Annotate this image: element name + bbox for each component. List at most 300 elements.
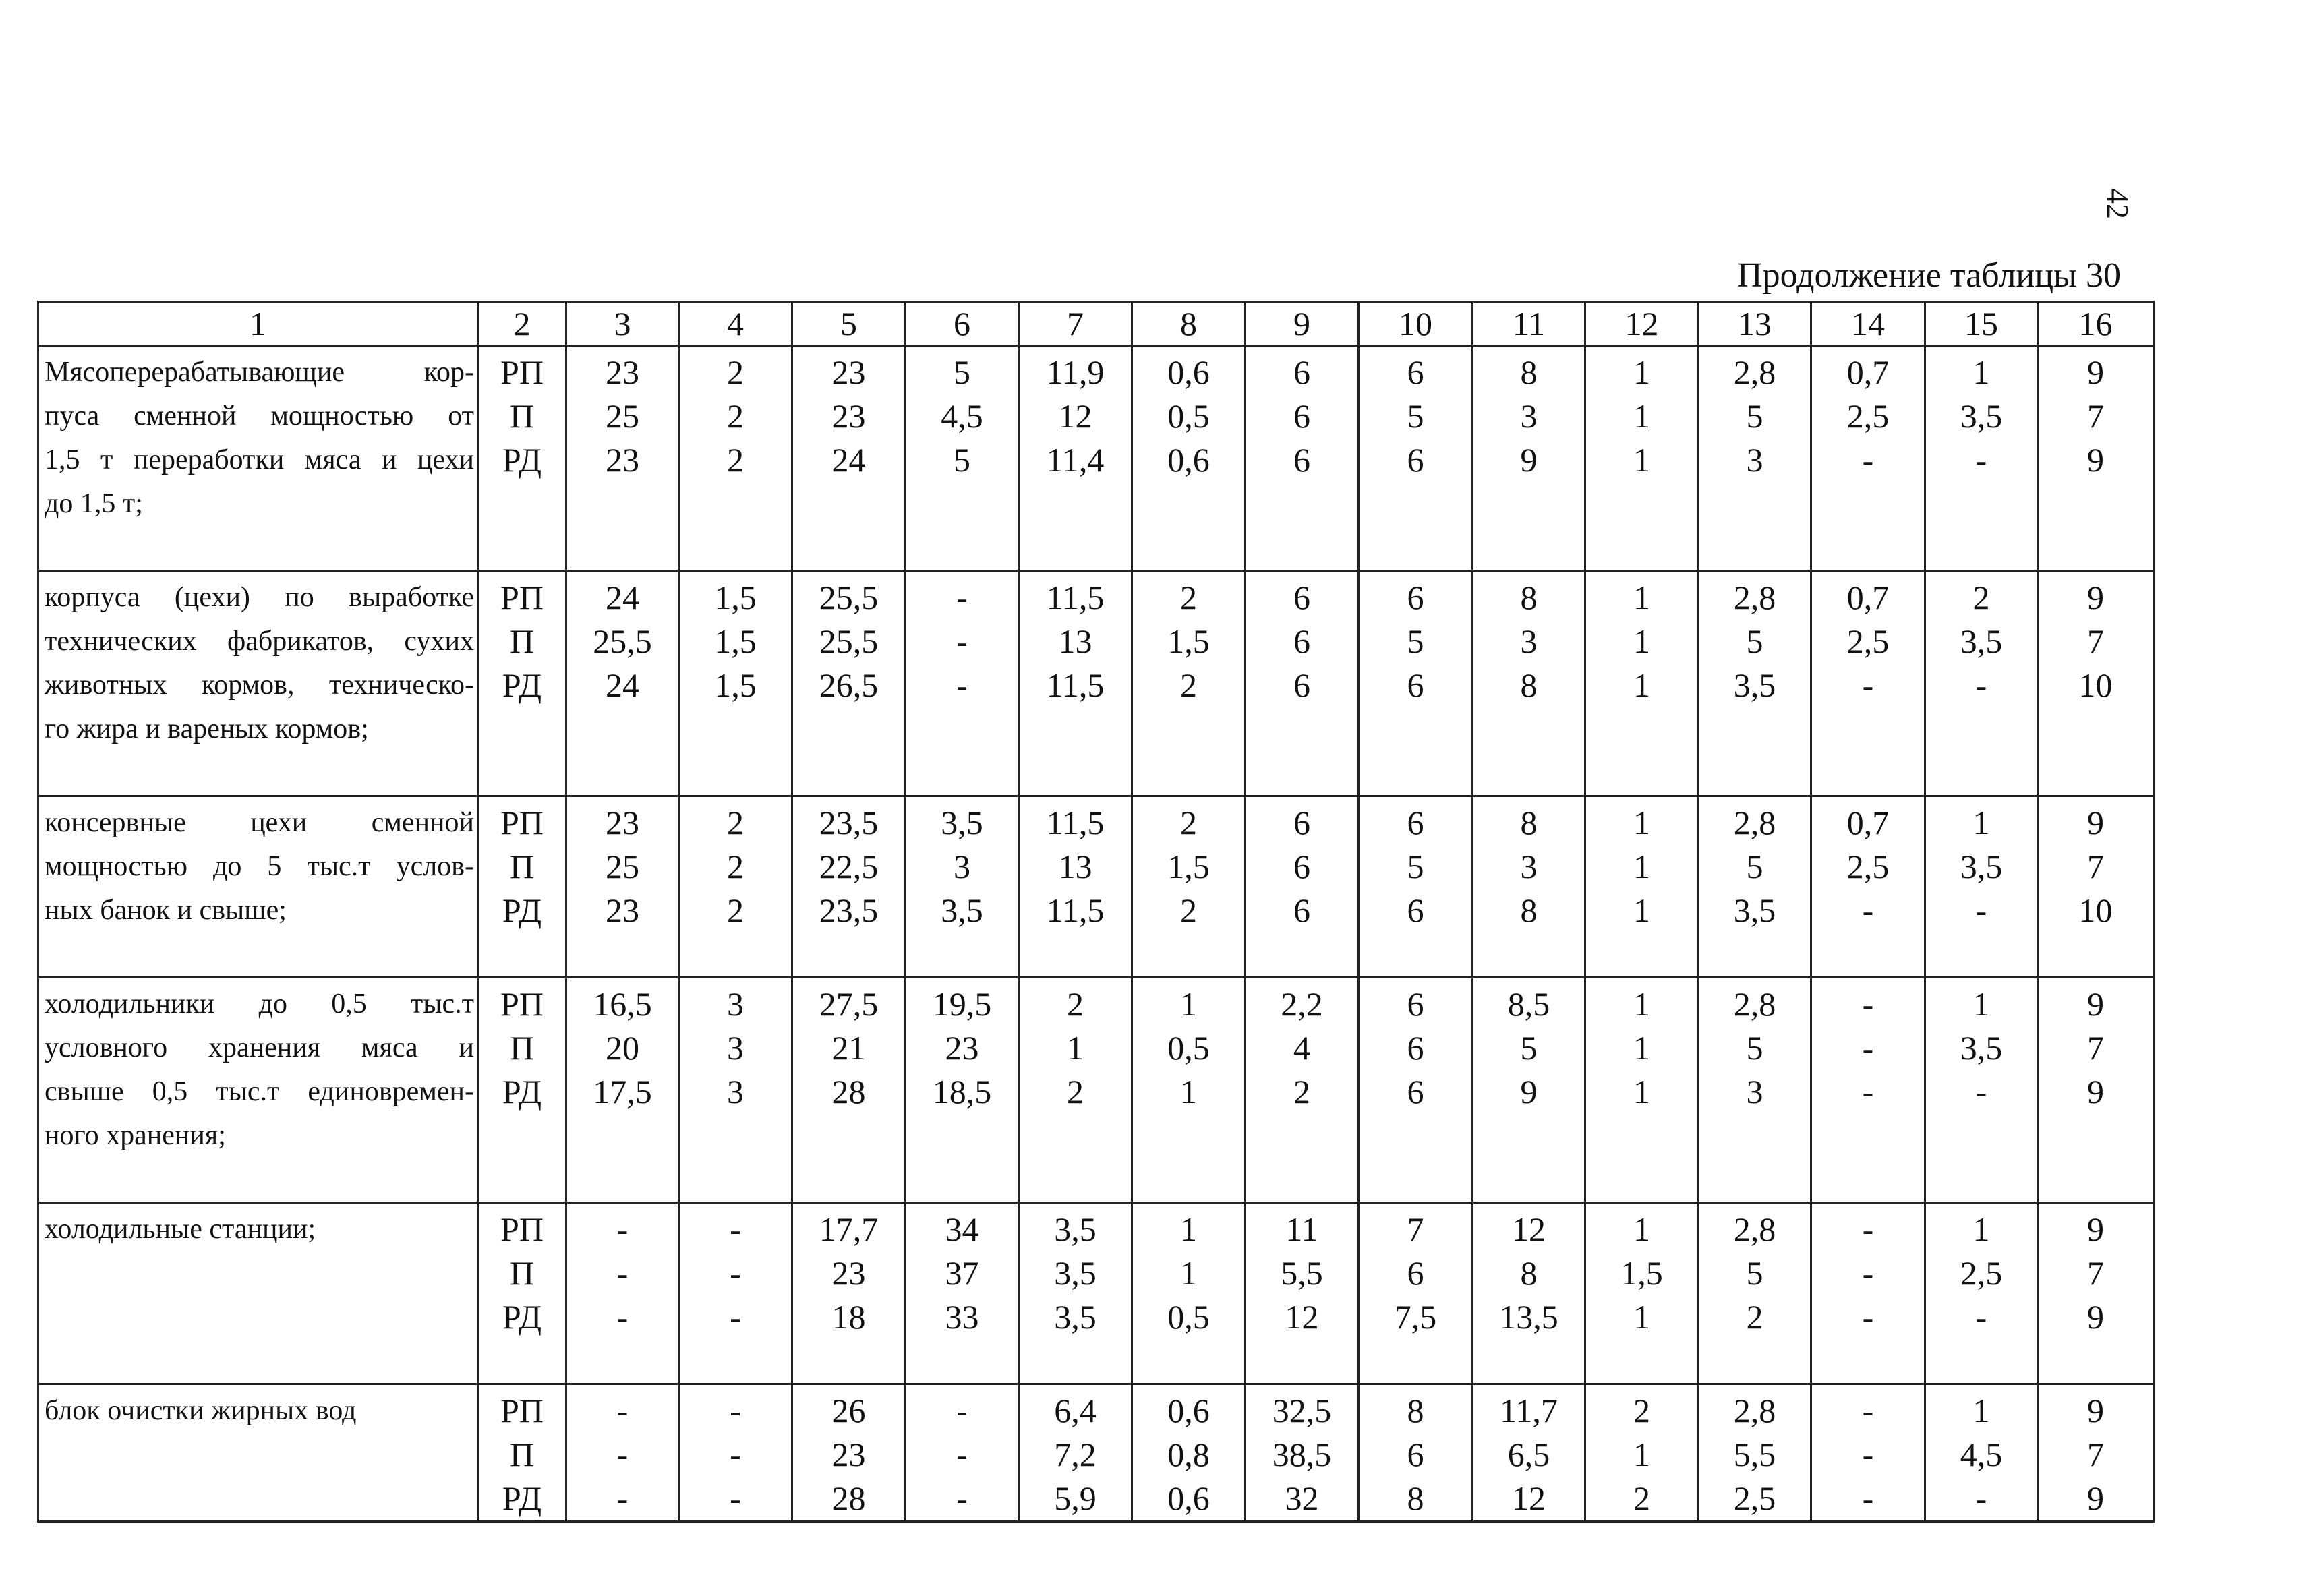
value-cell xyxy=(792,796,906,978)
cell-value: 6 xyxy=(1407,1029,1424,1067)
cell-value: 23 xyxy=(831,397,866,435)
value-cell xyxy=(2038,346,2154,571)
cell-value: - xyxy=(1862,1392,1874,1429)
description-line: пуса сменной мощностью от xyxy=(45,401,474,432)
cell-value: 6,5 xyxy=(1507,1436,1550,1473)
cell-value: 3,5 xyxy=(941,804,983,841)
value-cell xyxy=(1699,571,1811,796)
cell-value: 11,5 xyxy=(1046,666,1105,704)
cell-value: 25,5 xyxy=(819,579,879,616)
cell-value: 13 xyxy=(1058,622,1092,660)
cell-value: 23,5 xyxy=(819,891,879,929)
column-header-11: 11 xyxy=(1473,302,1585,346)
cell-value: 7,5 xyxy=(1394,1298,1437,1336)
cell-value: 1 xyxy=(1633,397,1650,435)
cell-value: 3 xyxy=(954,848,970,885)
cell-value: 4,5 xyxy=(1960,1436,2003,1473)
cell-value: 5 xyxy=(1746,1029,1763,1067)
cell-value: 2,2 xyxy=(1281,985,1323,1023)
value-cell xyxy=(1585,1203,1699,1384)
cell-value: 12 xyxy=(1285,1298,1319,1336)
cell-value: 16,5 xyxy=(593,985,652,1023)
cell-value: 5 xyxy=(1520,1029,1538,1067)
cell-value: 7 xyxy=(2087,1029,2104,1067)
cell-value: 8 xyxy=(1520,891,1538,929)
value-cell xyxy=(1473,346,1585,571)
mode-label: П xyxy=(509,848,535,885)
cell-value: 26 xyxy=(831,1392,866,1429)
table-row xyxy=(38,1384,2154,1522)
cell-value: 21 xyxy=(831,1029,866,1067)
cell-value: 13,5 xyxy=(1499,1298,1558,1336)
cell-value: 0,5 xyxy=(1167,397,1210,435)
cell-value: - xyxy=(1862,1436,1874,1473)
cell-value: 1 xyxy=(1633,666,1650,704)
cell-value: 2 xyxy=(1746,1298,1763,1336)
cell-value: - xyxy=(1862,666,1874,704)
value-cell xyxy=(792,571,906,796)
description-line: холодильники до 0,5 тыс.т xyxy=(45,988,474,1019)
page-number: 42 xyxy=(2101,188,2135,219)
cell-value: 1 xyxy=(1972,985,1990,1023)
value-cell xyxy=(2038,1203,2154,1384)
value-cell xyxy=(1699,1384,1811,1522)
table-row xyxy=(38,978,2154,1203)
cell-value: 2 xyxy=(1067,1073,1084,1111)
cell-value: 6 xyxy=(1407,666,1424,704)
cell-value: 2 xyxy=(727,891,744,929)
mode-label: РД xyxy=(502,1298,542,1336)
cell-value: 3 xyxy=(1520,848,1538,885)
cell-value: 7 xyxy=(2087,1436,2104,1473)
value-cell xyxy=(1359,1203,1473,1384)
cell-value: 27,5 xyxy=(819,985,879,1023)
cell-value: 23 xyxy=(945,1029,979,1067)
cell-value: 8 xyxy=(1520,353,1538,391)
value-cell xyxy=(1246,571,1359,796)
cell-value: 7 xyxy=(2087,1254,2104,1292)
cell-value: 5 xyxy=(1407,848,1424,885)
row-description xyxy=(38,978,478,1203)
cell-value: 1 xyxy=(1633,848,1650,885)
cell-value: 6 xyxy=(1293,579,1310,616)
cell-value: 32,5 xyxy=(1272,1392,1332,1429)
value-cell xyxy=(1132,1384,1246,1522)
cell-value: 34 xyxy=(945,1210,979,1248)
mode-cell xyxy=(478,1203,566,1384)
value-cell xyxy=(1359,796,1473,978)
column-header-3: 3 xyxy=(566,302,679,346)
cell-value: - xyxy=(730,1436,741,1473)
value-cell xyxy=(906,1203,1019,1384)
cell-value: - xyxy=(956,1392,968,1429)
column-header-12: 12 xyxy=(1585,302,1699,346)
cell-value: 6 xyxy=(1407,804,1424,841)
cell-value: 1,5 xyxy=(1167,622,1210,660)
cell-value: 6 xyxy=(1407,985,1424,1023)
mode-label: П xyxy=(509,1254,535,1292)
cell-value: 3,5 xyxy=(1960,1029,2003,1067)
cell-value: 7 xyxy=(2087,848,2104,885)
cell-value: 5 xyxy=(1746,397,1763,435)
cell-value: 0,7 xyxy=(1846,579,1890,616)
cell-value: 8 xyxy=(1520,1254,1538,1292)
cell-value: 9 xyxy=(2087,1210,2104,1248)
value-cell xyxy=(2038,571,2154,796)
cell-value: 1,5 xyxy=(714,666,757,704)
table-caption: Продолжение таблицы 30 xyxy=(1737,256,2121,295)
cell-value: 6,4 xyxy=(1054,1392,1097,1429)
cell-value: - xyxy=(1862,1254,1874,1292)
cell-value: - xyxy=(616,1254,629,1292)
cell-value: - xyxy=(730,1392,741,1429)
cell-value: 0,6 xyxy=(1167,441,1210,479)
mode-label: РП xyxy=(500,1392,544,1429)
description-line: го жира и вареных кормов; xyxy=(45,713,369,744)
cell-value: 2 xyxy=(1180,804,1197,841)
value-cell xyxy=(1811,346,1925,571)
cell-value: - xyxy=(616,1436,629,1473)
cell-value: 3 xyxy=(1746,1073,1763,1111)
cell-value: 6 xyxy=(1407,891,1424,929)
mode-label: РП xyxy=(500,1210,544,1248)
cell-value: 1 xyxy=(1067,1029,1084,1067)
cell-value: 1 xyxy=(1633,1298,1650,1336)
cell-value: 8 xyxy=(1520,666,1538,704)
cell-value: 2 xyxy=(727,848,744,885)
value-cell xyxy=(1585,796,1699,978)
cell-value: - xyxy=(1862,1298,1874,1336)
value-cell xyxy=(1246,346,1359,571)
mode-label: РД xyxy=(502,666,542,704)
value-cell xyxy=(1359,978,1473,1203)
cell-value: 23 xyxy=(606,353,639,391)
value-cell xyxy=(679,796,792,978)
value-cell xyxy=(679,978,792,1203)
cell-value: 1,5 xyxy=(714,622,757,660)
row-description xyxy=(38,1384,478,1522)
mode-label: РД xyxy=(502,1479,542,1517)
description-line: корпуса (цехи) по выработке xyxy=(45,582,474,613)
cell-value: 4 xyxy=(1293,1029,1310,1067)
cell-value: 1 xyxy=(1972,804,1990,841)
cell-value: 3 xyxy=(1520,397,1538,435)
cell-value: 2 xyxy=(727,441,744,479)
value-cell xyxy=(1925,796,2038,978)
cell-value: 9 xyxy=(2087,985,2104,1023)
cell-value: 3 xyxy=(727,1029,744,1067)
cell-value: 0,7 xyxy=(1846,804,1890,841)
cell-value: 18 xyxy=(831,1298,866,1336)
table-body xyxy=(38,346,2154,1522)
cell-value: - xyxy=(730,1254,741,1292)
cell-value: 9 xyxy=(2087,1073,2104,1111)
value-cell xyxy=(1811,978,1925,1203)
value-cell xyxy=(679,1203,792,1384)
cell-value: 23 xyxy=(606,804,639,841)
cell-value: 1 xyxy=(1633,353,1650,391)
column-header-14: 14 xyxy=(1811,302,1925,346)
value-cell xyxy=(906,346,1019,571)
value-cell xyxy=(679,1384,792,1522)
column-header-7: 7 xyxy=(1019,302,1132,346)
cell-value: 24 xyxy=(606,666,639,704)
cell-value: 6 xyxy=(1407,441,1424,479)
cell-value: 11,4 xyxy=(1046,441,1105,479)
cell-value: 6 xyxy=(1293,622,1310,660)
cell-value: - xyxy=(1862,441,1874,479)
cell-value: - xyxy=(1975,891,1987,929)
value-cell xyxy=(566,796,679,978)
cell-value: 2,8 xyxy=(1733,1392,1776,1429)
cell-value: 9 xyxy=(2087,579,2104,616)
cell-value: 2 xyxy=(1972,579,1990,616)
cell-value: 12 xyxy=(1512,1210,1546,1248)
mode-label: П xyxy=(509,1029,535,1067)
cell-value: 2 xyxy=(1180,891,1197,929)
cell-value: - xyxy=(1862,1029,1874,1067)
cell-value: 7 xyxy=(2087,622,2104,660)
cell-value: 1 xyxy=(1633,804,1650,841)
value-cell xyxy=(906,571,1019,796)
value-cell xyxy=(1925,978,2038,1203)
value-cell xyxy=(2038,1384,2154,1522)
cell-value: 2,5 xyxy=(1846,622,1890,660)
cell-value: 7 xyxy=(2087,397,2104,435)
cell-value: 23 xyxy=(831,1436,866,1473)
cell-value: 8 xyxy=(1520,579,1538,616)
mode-label: П xyxy=(509,397,535,435)
cell-value: 5 xyxy=(1746,1254,1763,1292)
cell-value: 3,5 xyxy=(1054,1254,1097,1292)
cell-value: 4,5 xyxy=(941,397,983,435)
value-cell xyxy=(679,571,792,796)
cell-value: 10 xyxy=(2078,666,2113,704)
cell-value: 38,5 xyxy=(1272,1436,1332,1473)
value-cell xyxy=(1585,1384,1699,1522)
column-header-15: 15 xyxy=(1925,302,2038,346)
cell-value: 5 xyxy=(1746,848,1763,885)
column-header-8: 8 xyxy=(1132,302,1246,346)
value-cell xyxy=(1019,346,1132,571)
cell-value: 0,6 xyxy=(1167,353,1210,391)
cell-value: - xyxy=(956,1436,968,1473)
mode-cell xyxy=(478,571,566,796)
value-cell xyxy=(1699,1203,1811,1384)
mode-label: П xyxy=(509,622,535,660)
cell-value: 2,5 xyxy=(1733,1479,1776,1517)
table-row xyxy=(38,796,2154,978)
cell-value: 5 xyxy=(1746,622,1763,660)
value-cell xyxy=(1925,346,2038,571)
cell-value: 1 xyxy=(1180,985,1197,1023)
cell-value: 8,5 xyxy=(1507,985,1550,1023)
cell-value: 3 xyxy=(1520,622,1538,660)
cell-value: 7 xyxy=(1407,1210,1424,1248)
value-cell xyxy=(1699,796,1811,978)
cell-value: 23 xyxy=(606,891,639,929)
value-cell xyxy=(566,1203,679,1384)
cell-value: 2,8 xyxy=(1733,353,1776,391)
value-cell xyxy=(906,1384,1019,1522)
cell-value: 1 xyxy=(1633,891,1650,929)
cell-value: 1,5 xyxy=(1167,848,1210,885)
value-cell xyxy=(1925,1384,2038,1522)
cell-value: 0,6 xyxy=(1167,1392,1210,1429)
value-cell xyxy=(566,978,679,1203)
cell-value: 1 xyxy=(1180,1254,1197,1292)
cell-value: 5 xyxy=(1407,622,1424,660)
cell-value: 1 xyxy=(1972,1392,1990,1429)
cell-value: 3,5 xyxy=(1733,891,1776,929)
cell-value: 1 xyxy=(1633,1210,1650,1248)
value-cell xyxy=(1473,571,1585,796)
cell-value: 12 xyxy=(1512,1479,1546,1517)
value-cell xyxy=(1246,1384,1359,1522)
value-cell xyxy=(1359,571,1473,796)
value-cell xyxy=(1585,571,1699,796)
cell-value: 3 xyxy=(727,1073,744,1111)
cell-value: - xyxy=(616,1479,629,1517)
cell-value: 11,5 xyxy=(1046,804,1105,841)
value-cell xyxy=(1585,978,1699,1203)
cell-value: - xyxy=(1862,1479,1874,1517)
row-description xyxy=(38,346,478,571)
cell-value: - xyxy=(956,622,968,660)
value-cell xyxy=(1359,346,1473,571)
mode-label: РП xyxy=(500,985,544,1023)
cell-value: 9 xyxy=(2087,804,2104,841)
value-cell xyxy=(792,1384,906,1522)
data-table xyxy=(37,301,2155,1523)
cell-value: 18,5 xyxy=(932,1073,992,1111)
cell-value: 25 xyxy=(606,848,639,885)
cell-value: 2 xyxy=(1180,666,1197,704)
value-cell xyxy=(1246,1203,1359,1384)
cell-value: 25 xyxy=(606,397,639,435)
cell-value: 3,5 xyxy=(1960,848,2003,885)
value-cell xyxy=(679,346,792,571)
cell-value: 2 xyxy=(727,353,744,391)
cell-value: 24 xyxy=(606,579,639,616)
value-cell xyxy=(1811,1384,1925,1522)
description-line: до 1,5 т; xyxy=(45,488,143,519)
cell-value: 7,2 xyxy=(1054,1436,1097,1473)
mode-label: РП xyxy=(500,353,544,391)
cell-value: - xyxy=(1862,1073,1874,1111)
cell-value: 33 xyxy=(945,1298,979,1336)
value-cell xyxy=(2038,796,2154,978)
cell-value: - xyxy=(1862,985,1874,1023)
cell-value: 23,5 xyxy=(819,804,879,841)
cell-value: 3,5 xyxy=(1960,622,2003,660)
cell-value: 2,5 xyxy=(1846,397,1890,435)
cell-value: 2,8 xyxy=(1733,804,1776,841)
cell-value: 5,9 xyxy=(1054,1479,1097,1517)
cell-value: 6 xyxy=(1293,848,1310,885)
cell-value: 11,5 xyxy=(1046,579,1105,616)
cell-value: 9 xyxy=(2087,1392,2104,1429)
value-cell xyxy=(1132,978,1246,1203)
value-cell xyxy=(1019,978,1132,1203)
cell-value: 1 xyxy=(1633,1073,1650,1111)
cell-value: 0,5 xyxy=(1167,1029,1210,1067)
cell-value: 5,5 xyxy=(1281,1254,1323,1292)
mode-label: П xyxy=(509,1436,535,1473)
cell-value: 3,5 xyxy=(1960,397,2003,435)
cell-value: - xyxy=(956,579,968,616)
cell-value: 28 xyxy=(831,1073,866,1111)
cell-value: - xyxy=(730,1298,741,1336)
cell-value: 6 xyxy=(1407,353,1424,391)
cell-value: 2 xyxy=(1633,1479,1650,1517)
cell-value: 1,5 xyxy=(714,579,757,616)
cell-value: 2,5 xyxy=(1960,1254,2003,1292)
mode-label: РД xyxy=(502,891,542,929)
description-line: холодильные станции; xyxy=(45,1214,316,1245)
cell-value: - xyxy=(1862,1210,1874,1248)
value-cell xyxy=(792,346,906,571)
description-line: животных кормов, техническо- xyxy=(45,670,474,701)
cell-value: 11,7 xyxy=(1500,1392,1558,1429)
cell-value: - xyxy=(1975,441,1987,479)
cell-value: 1,5 xyxy=(1620,1254,1663,1292)
cell-value: 3,5 xyxy=(941,891,983,929)
cell-value: 23 xyxy=(831,353,866,391)
cell-value: 1 xyxy=(1180,1210,1197,1248)
cell-value: 5 xyxy=(954,441,970,479)
value-cell xyxy=(1019,1203,1132,1384)
cell-value: 20 xyxy=(606,1029,639,1067)
cell-value: - xyxy=(956,1479,968,1517)
cell-value: - xyxy=(1975,1298,1987,1336)
value-cell xyxy=(1811,571,1925,796)
cell-value: 17,5 xyxy=(593,1073,652,1111)
cell-value: 5,5 xyxy=(1733,1436,1776,1473)
value-cell xyxy=(1359,1384,1473,1522)
cell-value: 2 xyxy=(727,804,744,841)
value-cell xyxy=(1132,346,1246,571)
cell-value: 26,5 xyxy=(819,666,879,704)
cell-value: 0,6 xyxy=(1167,1479,1210,1517)
value-cell xyxy=(1585,346,1699,571)
cell-value: 2,8 xyxy=(1733,1210,1776,1248)
cell-value: 1 xyxy=(1633,1436,1650,1473)
column-header-16: 16 xyxy=(2038,302,2154,346)
cell-value: 25,5 xyxy=(593,622,652,660)
cell-value: 9 xyxy=(2087,441,2104,479)
cell-value: 1 xyxy=(1972,1210,1990,1248)
cell-value: 6 xyxy=(1293,441,1310,479)
cell-value: 12 xyxy=(1058,397,1092,435)
cell-value: 8 xyxy=(1407,1479,1424,1517)
cell-value: 19,5 xyxy=(932,985,992,1023)
cell-value: 3,5 xyxy=(1054,1210,1097,1248)
cell-value: 6 xyxy=(1407,579,1424,616)
cell-value: 9 xyxy=(2087,1479,2104,1517)
cell-value: 3 xyxy=(727,985,744,1023)
description-line: ного хранения; xyxy=(45,1120,226,1151)
value-cell xyxy=(1132,571,1246,796)
value-cell xyxy=(1473,1203,1585,1384)
cell-value: 6 xyxy=(1293,804,1310,841)
mode-cell xyxy=(478,978,566,1203)
cell-value: 0,7 xyxy=(1846,353,1890,391)
value-cell xyxy=(1246,978,1359,1203)
cell-value: 1 xyxy=(1633,441,1650,479)
cell-value: 3,5 xyxy=(1054,1298,1097,1336)
cell-value: 9 xyxy=(2087,353,2104,391)
